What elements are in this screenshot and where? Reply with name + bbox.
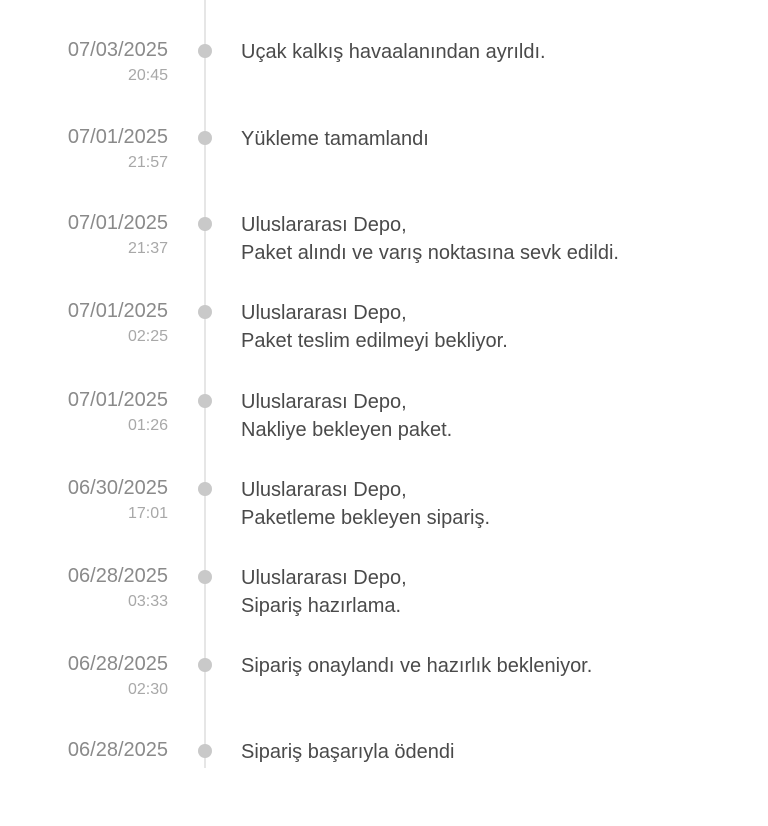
event-description	[241, 388, 761, 444]
event-time: 02:30	[127, 681, 168, 698]
event-description	[241, 738, 761, 766]
event-date: 07/01/2025	[67, 126, 168, 148]
event-time: 01:26	[127, 417, 168, 434]
event-date: 06/30/2025	[67, 477, 168, 499]
event-line: Uluslararası Depo,	[241, 567, 407, 589]
event-line: Paket teslim edilmeyi bekliyor.	[241, 330, 508, 352]
event-description	[241, 476, 761, 532]
timeline-event	[0, 388, 768, 476]
event-time: 21:57	[127, 154, 168, 171]
timeline-dot-icon	[198, 44, 212, 58]
event-date: 07/01/2025	[67, 212, 168, 234]
timeline-dot-icon	[198, 305, 212, 319]
timeline-dot-icon	[198, 394, 212, 408]
event-date: 06/28/2025	[67, 565, 168, 587]
event-line: Uluslararası Depo,	[241, 302, 407, 324]
timeline-dot-icon	[198, 482, 212, 496]
event-description	[241, 299, 761, 355]
event-line: Sipariş hazırlama.	[241, 595, 402, 617]
event-date: 06/28/2025	[67, 653, 168, 675]
timeline-dot-icon	[198, 217, 212, 231]
event-line: Uluslararası Depo,	[241, 214, 407, 236]
event-time: 20:45	[127, 67, 168, 84]
event-date: 07/01/2025	[67, 389, 168, 411]
timeline-event	[0, 38, 768, 126]
timeline-event	[0, 738, 768, 826]
timeline-event	[0, 564, 768, 652]
timeline-event	[0, 652, 768, 740]
event-line: Uluslararası Depo,	[241, 391, 407, 413]
event-time: 21:37	[127, 240, 168, 257]
timeline-dot-icon	[198, 131, 212, 145]
event-description	[241, 564, 761, 620]
event-line: Uçak kalkış havaalanından ayrıldı.	[241, 41, 546, 63]
event-line: Paketleme bekleyen sipariş.	[241, 507, 491, 529]
event-line: Paket alındı ve varış noktasına sevk edildi.	[241, 242, 619, 264]
event-date: 06/28/2025	[67, 739, 168, 761]
timeline-event	[0, 125, 768, 213]
timeline-dot-icon	[198, 658, 212, 672]
timeline-event	[0, 476, 768, 564]
timeline-event	[0, 299, 768, 387]
event-line: Nakliye bekleyen paket.	[241, 419, 453, 441]
event-description	[241, 211, 761, 267]
event-description	[241, 652, 761, 680]
event-time: 02:25	[127, 328, 168, 345]
event-description	[241, 125, 761, 153]
timeline-event	[0, 211, 768, 299]
event-time: 03:33	[127, 593, 168, 610]
event-line: Yükleme tamamlandı	[241, 128, 429, 150]
event-date: 07/01/2025	[67, 300, 168, 322]
event-line: Sipariş başarıyla ödendi	[241, 741, 455, 763]
event-line: Uluslararası Depo,	[241, 479, 407, 501]
event-date: 07/03/2025	[67, 39, 168, 61]
event-line: Sipariş onaylandı ve hazırlık bekleniyor.	[241, 655, 593, 677]
event-time: 17:01	[127, 505, 168, 522]
timeline-dot-icon	[198, 744, 212, 758]
timeline-dot-icon	[198, 570, 212, 584]
event-description	[241, 38, 761, 66]
